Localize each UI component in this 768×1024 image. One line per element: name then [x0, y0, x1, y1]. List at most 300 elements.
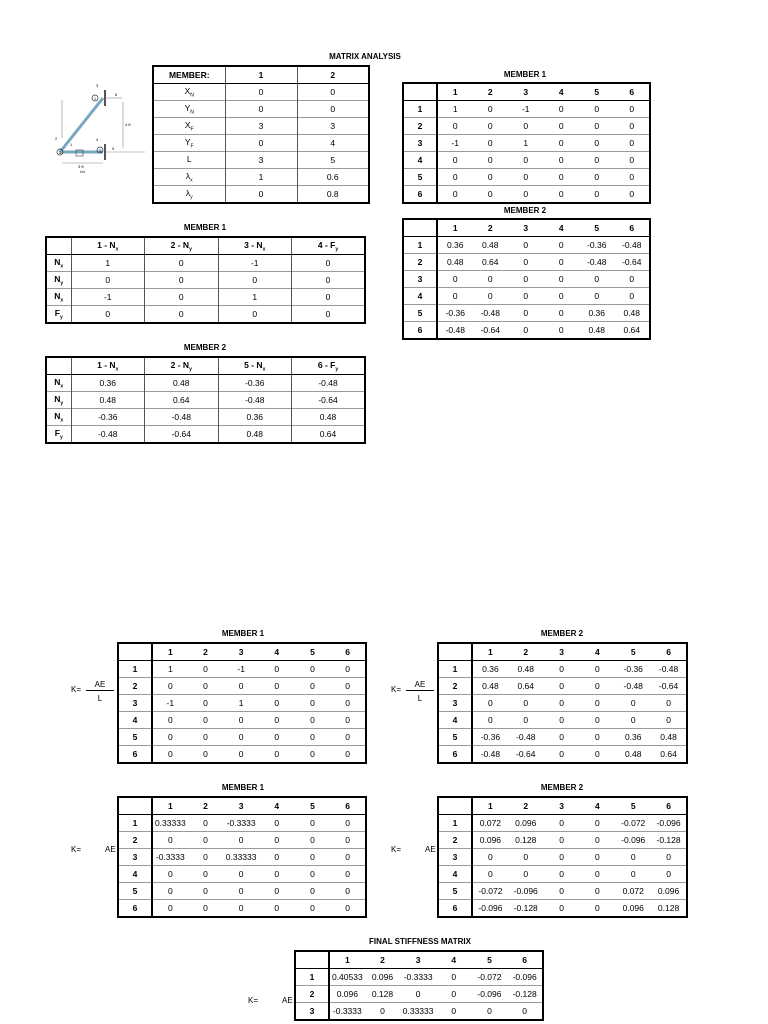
matrix-cell: 0.64 [473, 254, 509, 271]
cosine-row-label [46, 272, 71, 289]
props-cell: 3 [225, 152, 297, 169]
diagram-caption: (a) [80, 169, 85, 173]
cosine-col-header-sub: x [262, 366, 266, 373]
matrix-cell: 0 [259, 712, 295, 729]
props-row-label: $X_F$ [153, 118, 225, 135]
matrix-cell: 0 [152, 900, 188, 918]
matrix-row-index: 5 [118, 883, 152, 900]
cosine-row-label-sub: x [60, 297, 64, 304]
matrix-cell: 0 [579, 135, 615, 152]
matrix-cell: 0 [295, 866, 331, 883]
matrix-cell: 0 [259, 729, 295, 746]
matrix-header-row [438, 797, 687, 815]
matrix-col-header: 4 [259, 643, 295, 661]
matrix-cell: 0 [152, 729, 188, 746]
matrix-cell: 0 [259, 661, 295, 678]
member2-k-ae-matrix [437, 796, 688, 918]
matrix-col-header: 5 [579, 83, 615, 101]
matrix-cell: 0 [330, 712, 366, 729]
matrix-cell: 0 [330, 866, 366, 883]
matrix-col-header: 1 [472, 797, 508, 815]
cosine-header-row [46, 357, 365, 375]
matrix-cell: -0.48 [508, 729, 544, 746]
matrix-col-header: 2 [188, 797, 224, 815]
matrix-cell: 0 [544, 305, 580, 322]
diagram-dof-label: 2 [55, 136, 58, 141]
matrix-cell: 0 [579, 186, 615, 204]
props-cell: 0 [225, 135, 297, 152]
matrix-col-header: 2 [508, 797, 544, 815]
cosine-cell: 0.36 [71, 375, 145, 392]
matrix-cell: 0.072 [472, 815, 508, 832]
matrix-col-header: 3 [544, 797, 580, 815]
diagram-dof-label: 6 [115, 92, 118, 97]
cosine-cell: -0.64 [292, 392, 366, 409]
cosine-row-label [46, 375, 71, 392]
matrix-cell: 0 [651, 695, 687, 712]
diagram-dof-label: 5 [112, 146, 115, 151]
cosine-header-row [46, 237, 365, 255]
matrix-cell: 0.64 [651, 746, 687, 764]
matrix-cell: 0 [436, 986, 472, 1003]
matrix-cell: -1 [152, 695, 188, 712]
matrix-cell: 0 [508, 152, 544, 169]
matrix-col-header: 6 [330, 797, 366, 815]
matrix-row [403, 169, 650, 186]
matrix-cell: 0 [508, 866, 544, 883]
matrix-cell: 0.072 [615, 883, 651, 900]
matrix-col-header: 5 [295, 797, 331, 815]
member1-k-matrix [117, 642, 367, 764]
matrix-row [295, 986, 543, 1003]
matrix-cell: 0 [579, 729, 615, 746]
props-cell: 0.8 [297, 186, 369, 204]
matrix-row-index: 6 [438, 746, 472, 764]
matrix-header-row [403, 219, 650, 237]
matrix-cell: 0 [579, 152, 615, 169]
matrix-cell: -0.64 [651, 678, 687, 695]
matrix-cell: 0.40533 [329, 969, 365, 986]
matrix-row-index: 4 [118, 866, 152, 883]
matrix-cell: 0 [508, 169, 544, 186]
matrix-cell: 0 [295, 849, 331, 866]
matrix-row [118, 678, 366, 695]
cosine-cell: 0 [292, 306, 366, 324]
matrix-cell: 0 [473, 288, 509, 305]
cosine-col-header [292, 357, 366, 375]
final-matrix-title: FINAL STIFFNESS MATRIX [369, 937, 471, 946]
member1-k-ae-matrix [117, 796, 367, 918]
matrix-cell: 0 [473, 135, 509, 152]
matrix-col-header: 2 [508, 643, 544, 661]
matrix-header-row [295, 951, 543, 969]
matrix-row [438, 832, 687, 849]
props-header-member-1: 1 [225, 66, 297, 84]
matrix-row [438, 746, 687, 764]
matrix-cell: 1 [508, 135, 544, 152]
matrix-col-header: 1 [152, 797, 188, 815]
matrix-cell: 0 [330, 815, 366, 832]
matrix-cell: -0.36 [579, 237, 615, 254]
matrix-cell: 0 [473, 118, 509, 135]
matrix-row-index: 6 [438, 900, 472, 918]
matrix-cell: 0 [436, 969, 472, 986]
matrix-cell: 0.128 [508, 832, 544, 849]
matrix-cell: -1 [223, 661, 259, 678]
matrix-row [118, 849, 366, 866]
matrix-cell: 0.096 [508, 815, 544, 832]
matrix-col-header: 2 [473, 219, 509, 237]
cosine-row-label-text: N [54, 410, 61, 421]
matrix-cell: 0 [579, 695, 615, 712]
matrix-cell: 0 [188, 661, 224, 678]
cosine-row-label-sub: x [60, 383, 64, 390]
matrix-header-row [118, 643, 366, 661]
matrix-cell: 0 [472, 695, 508, 712]
matrix-cell: 0 [508, 849, 544, 866]
cosine-cell: 0.48 [218, 426, 292, 444]
matrix-cell: 0.36 [615, 729, 651, 746]
matrix-col-header: 6 [615, 219, 651, 237]
matrix-col-header: 3 [400, 951, 436, 969]
matrix-row-index: 4 [118, 712, 152, 729]
matrix-row [118, 866, 366, 883]
matrix-row-index: 6 [118, 900, 152, 918]
matrix-cell: 0 [508, 186, 544, 204]
matrix-cell: -0.072 [615, 815, 651, 832]
matrix-cell: 0 [615, 101, 651, 118]
matrix-cell: 0 [330, 729, 366, 746]
matrix-cell: 0 [295, 695, 331, 712]
matrix-cell: 0.33333 [152, 815, 188, 832]
cosine-row [46, 392, 365, 409]
matrix-col-header: 5 [615, 797, 651, 815]
matrix-col-header: 4 [259, 797, 295, 815]
matrix-col-header: 3 [508, 219, 544, 237]
k-label: K= [71, 845, 82, 854]
matrix-cell: 0 [615, 152, 651, 169]
matrix-cell: 0 [223, 832, 259, 849]
matrix-row [118, 729, 366, 746]
cosine-row-label-text: N [54, 376, 61, 387]
member1-k-title: MEMBER 1 [221, 629, 265, 638]
matrix-cell: 0 [544, 729, 580, 746]
member2-unit-matrix-title: MEMBER 2 [503, 206, 547, 215]
matrix-cell: 0 [400, 986, 436, 1003]
matrix-row [118, 695, 366, 712]
cosine-col-header [71, 237, 145, 255]
props-header-member: MEMBER: [153, 66, 225, 84]
member1-unit-matrix-title: MEMBER 1 [503, 70, 547, 79]
matrix-row-index: 6 [118, 746, 152, 764]
matrix-cell: 0 [544, 118, 580, 135]
matrix-cell: 0 [544, 152, 580, 169]
matrix-row-index: 1 [403, 101, 437, 118]
props-cell: 5 [297, 152, 369, 169]
matrix-col-header: 2 [188, 643, 224, 661]
matrix-cell: 0 [152, 678, 188, 695]
matrix-cell: 0 [651, 712, 687, 729]
matrix-row-index: 5 [403, 305, 437, 322]
matrix-row [295, 1003, 543, 1021]
cosine-row-label-sub: y [60, 400, 64, 407]
matrix-row [118, 900, 366, 918]
matrix-col-header: 6 [651, 643, 687, 661]
props-header-member-2: 2 [297, 66, 369, 84]
matrix-cell: 0 [295, 815, 331, 832]
matrix-cell: 0 [544, 712, 580, 729]
matrix-cell: 0 [295, 678, 331, 695]
matrix-cell: -1 [437, 135, 473, 152]
matrix-row-index: 3 [438, 849, 472, 866]
props-cell: 0 [297, 84, 369, 101]
matrix-cell: 0 [259, 678, 295, 695]
matrix-header-row [438, 643, 687, 661]
matrix-cell: 0 [472, 712, 508, 729]
matrix-cell: 0 [508, 695, 544, 712]
matrix-col-header: 4 [544, 83, 580, 101]
matrix-cell: 0 [295, 729, 331, 746]
matrix-cell: 0 [473, 169, 509, 186]
matrix-cell: 0 [579, 746, 615, 764]
member-properties-table [152, 65, 370, 204]
matrix-row [118, 712, 366, 729]
matrix-cell: 0 [507, 1003, 543, 1021]
cosine-row-label-text: F [54, 307, 60, 318]
cosine-col-header-text: 2 - N [170, 239, 190, 250]
props-row-label: $X_N$ [153, 84, 225, 101]
cosine-corner-cell [46, 237, 71, 255]
cosine-row-label [46, 392, 71, 409]
matrix-cell: 0 [579, 900, 615, 918]
cosine-cell: 0.64 [292, 426, 366, 444]
matrix-row [118, 832, 366, 849]
cosine-col-header-text: 1 - N [97, 359, 116, 370]
matrix-col-header: 6 [330, 643, 366, 661]
matrix-row [403, 118, 650, 135]
matrix-row [438, 729, 687, 746]
matrix-cell: 0 [544, 271, 580, 288]
cosine-row-label-text: N [54, 273, 61, 284]
matrix-col-header: 1 [472, 643, 508, 661]
cosine-row [46, 426, 365, 444]
matrix-col-header: 5 [472, 951, 508, 969]
matrix-row-index: 2 [403, 254, 437, 271]
cosine-row [46, 272, 365, 289]
matrix-cell: -0.3333 [400, 969, 436, 986]
matrix-cell: 0 [508, 271, 544, 288]
member2-cosine-title: MEMBER 2 [183, 343, 227, 352]
matrix-row [403, 135, 650, 152]
matrix-cell: 0.096 [365, 969, 401, 986]
matrix-row [438, 712, 687, 729]
matrix-cell: 0 [295, 883, 331, 900]
cosine-row-label [46, 306, 71, 324]
matrix-cell: -0.3333 [223, 815, 259, 832]
matrix-cell: 0.36 [472, 661, 508, 678]
cosine-row [46, 306, 365, 324]
cosine-col-header-text: 3 - N [244, 239, 263, 250]
matrix-cell: -0.096 [507, 969, 543, 986]
cosine-cell: 0 [71, 272, 145, 289]
matrix-cell: 0.096 [329, 986, 365, 1003]
matrix-cell: 0 [579, 271, 615, 288]
cosine-col-header-text: 6 - F [317, 359, 336, 370]
matrix-cell: 0.128 [365, 986, 401, 1003]
cosine-row-label-text: N [54, 256, 61, 267]
matrix-cell: 0 [223, 883, 259, 900]
matrix-cell: 0.48 [472, 678, 508, 695]
matrix-row-index: 4 [438, 712, 472, 729]
matrix-corner-cell [438, 797, 472, 815]
matrix-cell: 0 [579, 815, 615, 832]
cosine-cell: -0.48 [218, 392, 292, 409]
matrix-row-index: 1 [403, 237, 437, 254]
cosine-cell: 0.48 [292, 409, 366, 426]
matrix-row-index: 3 [118, 695, 152, 712]
matrix-cell: 0 [188, 678, 224, 695]
cosine-cell: 0 [218, 272, 292, 289]
matrix-cell: 0 [188, 712, 224, 729]
matrix-row [403, 101, 650, 118]
matrix-header-row [403, 83, 650, 101]
cosine-cell: -0.36 [71, 409, 145, 426]
matrix-cell: 0 [295, 832, 331, 849]
matrix-row-index: 2 [295, 986, 329, 1003]
matrix-row-index: 3 [118, 849, 152, 866]
matrix-cell: 0 [188, 815, 224, 832]
matrix-cell: -0.072 [472, 883, 508, 900]
matrix-cell: 0 [437, 288, 473, 305]
cosine-col-header [292, 237, 366, 255]
matrix-row-index: 4 [438, 866, 472, 883]
cosine-col-header [145, 237, 219, 255]
matrix-cell: 0.48 [615, 746, 651, 764]
matrix-cell: 0 [152, 883, 188, 900]
props-cell: 3 [225, 118, 297, 135]
matrix-cell: 0 [544, 746, 580, 764]
member2-unit-matrix [402, 218, 651, 340]
matrix-col-header: 3 [508, 83, 544, 101]
matrix-cell: -0.072 [472, 969, 508, 986]
truss-diagram [50, 78, 150, 173]
cosine-row-label-sub: y [59, 314, 63, 321]
cosine-cell: 0 [145, 306, 219, 324]
matrix-row [403, 186, 650, 204]
matrix-cell: 0 [544, 288, 580, 305]
matrix-cell: 0 [437, 152, 473, 169]
matrix-cell: 0 [544, 186, 580, 204]
matrix-row-index: 2 [118, 678, 152, 695]
matrix-row-index: 1 [438, 661, 472, 678]
matrix-cell: 0 [651, 849, 687, 866]
matrix-cell: 0 [330, 900, 366, 918]
member1-cosine-title: MEMBER 1 [183, 223, 227, 232]
matrix-cell: 0.36 [437, 237, 473, 254]
matrix-cell: 0 [508, 305, 544, 322]
matrix-cell: 0.48 [437, 254, 473, 271]
matrix-row [118, 815, 366, 832]
matrix-row [438, 695, 687, 712]
matrix-cell: -0.128 [508, 900, 544, 918]
matrix-cell: 0 [223, 900, 259, 918]
diagram-node-label: 1 [93, 96, 97, 101]
matrix-cell: -0.64 [615, 254, 651, 271]
matrix-cell: 0 [223, 678, 259, 695]
ae-label: AE [282, 996, 293, 1005]
matrix-cell: 0 [436, 1003, 472, 1021]
matrix-cell: 0.33333 [400, 1003, 436, 1021]
matrix-col-header: 6 [651, 797, 687, 815]
matrix-cell: 0 [544, 135, 580, 152]
props-cell: 0 [225, 186, 297, 204]
matrix-row-index: 4 [403, 152, 437, 169]
cosine-row [46, 289, 365, 306]
matrix-col-header: 1 [437, 219, 473, 237]
matrix-cell: 0 [223, 712, 259, 729]
cosine-cell: 0 [145, 255, 219, 272]
matrix-row [403, 288, 650, 305]
matrix-row-index: 2 [403, 118, 437, 135]
cosine-cell: 0 [292, 289, 366, 306]
matrix-row [118, 883, 366, 900]
matrix-row [438, 883, 687, 900]
matrix-cell: 0 [544, 322, 580, 340]
matrix-cell: -0.48 [615, 237, 651, 254]
matrix-col-header: 6 [507, 951, 543, 969]
matrix-cell: 0 [152, 832, 188, 849]
matrix-cell: 0 [579, 849, 615, 866]
matrix-row [403, 271, 650, 288]
cosine-cell: 0 [145, 272, 219, 289]
matrix-cell: 0 [544, 678, 580, 695]
matrix-row [438, 661, 687, 678]
matrix-cell: -0.48 [615, 678, 651, 695]
cosine-cell: 0 [292, 272, 366, 289]
props-cell: 1 [225, 169, 297, 186]
matrix-cell: 0 [472, 866, 508, 883]
matrix-cell: 0 [295, 712, 331, 729]
matrix-row-index: 2 [438, 678, 472, 695]
matrix-cell: 0 [579, 832, 615, 849]
matrix-cell: 0.64 [615, 322, 651, 340]
matrix-corner-cell [403, 219, 437, 237]
matrix-cell: -0.096 [615, 832, 651, 849]
matrix-cell: 0 [472, 1003, 508, 1021]
cosine-col-header-sub: y [335, 366, 339, 373]
matrix-cell: 0 [188, 746, 224, 764]
matrix-row [403, 305, 650, 322]
ae-label: AE [105, 845, 116, 854]
matrix-cell: -0.48 [579, 254, 615, 271]
matrix-cell: 0.096 [472, 832, 508, 849]
matrix-row-index: 6 [403, 186, 437, 204]
matrix-col-header: 6 [615, 83, 651, 101]
cosine-row-label-text: N [54, 290, 61, 301]
cosine-cell: -0.36 [218, 375, 292, 392]
matrix-cell: -0.48 [472, 746, 508, 764]
matrix-cell: 0 [259, 883, 295, 900]
matrix-cell: 0 [615, 135, 651, 152]
cosine-col-header-sub: y [189, 246, 192, 253]
cosine-cell: -0.64 [145, 426, 219, 444]
props-row-label: $\lambda_x$ [153, 169, 225, 186]
cosine-cell: 0 [71, 306, 145, 324]
matrix-row-index: 3 [403, 271, 437, 288]
ae-over-l-fraction: $\frac{AE}{L}$ [86, 680, 114, 703]
cosine-col-header-sub: x [262, 246, 266, 253]
k-label: K= [71, 685, 82, 694]
